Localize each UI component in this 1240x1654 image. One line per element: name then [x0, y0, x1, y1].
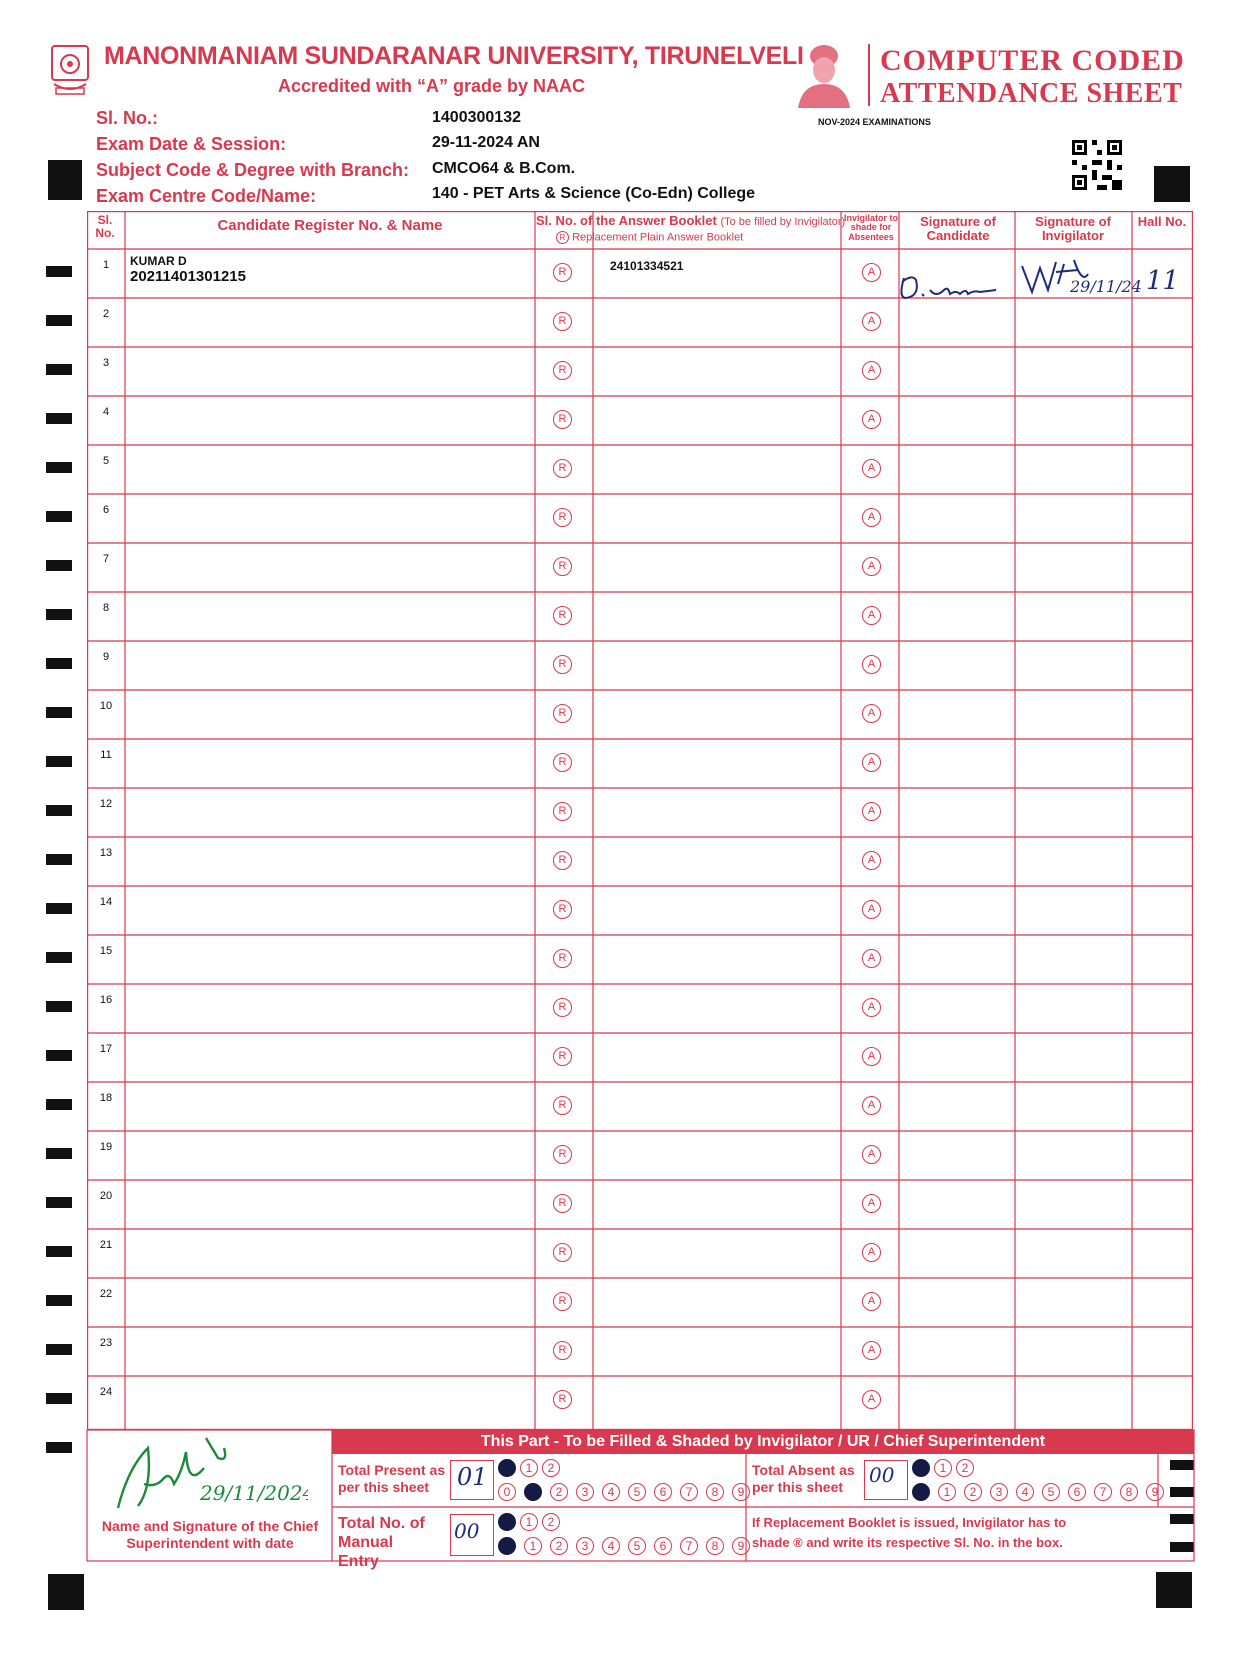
absent-bubble[interactable]: A: [862, 557, 881, 576]
absent-bubble[interactable]: A: [862, 1096, 881, 1115]
replacement-r-icon: R: [556, 231, 569, 244]
table-row-number: 11: [100, 749, 112, 761]
absent-bubble[interactable]: A: [862, 753, 881, 772]
exam-date-value: 29-11-2024 AN: [432, 134, 540, 151]
absent-bubble[interactable]: A: [862, 1145, 881, 1164]
table-row-number: 10: [99, 700, 113, 712]
col-candidate-header: Candidate Register No. & Name: [217, 217, 443, 234]
absent-bubble[interactable]: A: [862, 312, 881, 331]
digit-bubble[interactable]: 5: [1042, 1483, 1060, 1501]
absent-bubble[interactable]: A: [862, 802, 881, 821]
table-row-number: 23: [99, 1337, 113, 1349]
absent-bubble[interactable]: A: [862, 1047, 881, 1066]
table-row-number: 18: [99, 1092, 113, 1104]
digit-bubble[interactable]: 1: [934, 1459, 952, 1477]
replacement-bubble[interactable]: R: [553, 655, 572, 674]
replacement-bubble[interactable]: R: [553, 1047, 572, 1066]
replacement-bubble[interactable]: R: [553, 606, 572, 625]
table-row-number: 3: [102, 357, 110, 369]
replacement-bubble[interactable]: R: [553, 1243, 572, 1262]
invigilator-banner: This Part - To be Filled & Shaded by Invigilator / UR / Chief Superintendent: [332, 1430, 1194, 1454]
total-present-label: Total Present as per this sheet: [338, 1462, 446, 1495]
replacement-bubble[interactable]: R: [553, 753, 572, 772]
absent-bubble[interactable]: A: [862, 1194, 881, 1213]
replacement-bubble[interactable]: R: [553, 410, 572, 429]
digit-bubble[interactable]: 2: [542, 1513, 560, 1531]
digit-bubble[interactable]: 8: [706, 1483, 724, 1501]
absent-bubble[interactable]: A: [862, 410, 881, 429]
table-row-number: 6: [102, 504, 110, 516]
absent-bubble[interactable]: A: [862, 1292, 881, 1311]
sheet-title-line1: COMPUTER CODED: [880, 44, 1185, 77]
accreditation: Accredited with “A” grade by NAAC: [278, 76, 586, 96]
replacement-bubble[interactable]: R: [553, 949, 572, 968]
absent-bubble[interactable]: A: [862, 1390, 881, 1409]
subject-label: Subject Code & Degree with Branch:: [96, 160, 410, 180]
table-row-number: 8: [102, 602, 110, 614]
digit-bubble[interactable]: 1: [938, 1483, 956, 1501]
replacement-bubble[interactable]: R: [553, 1390, 572, 1409]
absent-bubble[interactable]: A: [862, 1341, 881, 1360]
table-row-number: 20: [99, 1190, 113, 1202]
digit-bubble[interactable]: 7: [680, 1537, 698, 1555]
booklet-header-note: (To be filled by Invigilator): [720, 216, 846, 228]
digit-bubble[interactable]: 1: [520, 1513, 538, 1531]
digit-bubble[interactable]: 3: [576, 1483, 594, 1501]
replacement-bubble[interactable]: R: [553, 851, 572, 870]
digit-bubble[interactable]: 0: [498, 1483, 516, 1501]
replacement-bubble[interactable]: R: [553, 557, 572, 576]
sheet-title-line2: ATTENDANCE SHEET: [880, 78, 1183, 109]
table-row-number: 4: [102, 406, 110, 418]
absent-bubble[interactable]: A: [862, 900, 881, 919]
exam-series: NOV-2024 EXAMINATIONS: [818, 117, 931, 127]
digit-bubble[interactable]: 5: [628, 1483, 646, 1501]
absent-bubble[interactable]: A: [862, 361, 881, 380]
absent-bubble[interactable]: A: [862, 655, 881, 674]
absent-bubble[interactable]: A: [862, 508, 881, 527]
table-row-number: 14: [99, 896, 113, 908]
booklet-subheader-text: Replacement Plain Answer Booklet: [572, 231, 744, 244]
col-sig-candidate-header: Signature of Candidate: [920, 214, 996, 243]
table-row-number: 5: [102, 455, 110, 467]
chief-superintendent-label: Name and Signature of the Chief Superintendent with date: [101, 1518, 319, 1551]
replacement-bubble[interactable]: R: [553, 459, 572, 478]
replacement-bubble[interactable]: R: [553, 1194, 572, 1213]
replacement-bubble[interactable]: R: [553, 1292, 572, 1311]
absent-bubble[interactable]: A: [862, 851, 881, 870]
digit-bubble[interactable]: 6: [654, 1537, 672, 1555]
total-absent-value: 00: [869, 1463, 895, 1487]
table-row-number: 9: [102, 651, 110, 663]
subject-value: CMCO64 & B.Com.: [432, 160, 576, 177]
absent-bubble[interactable]: A: [862, 704, 881, 723]
table-row-number: 12: [99, 798, 113, 810]
digit-bubble[interactable]: 2: [542, 1459, 560, 1477]
col-hall-header: Hall No.: [1137, 214, 1187, 229]
digit-bubble[interactable]: 6: [1068, 1483, 1086, 1501]
digit-bubble[interactable]: 9: [732, 1483, 750, 1501]
digit-bubble[interactable]: 7: [680, 1483, 698, 1501]
exam-date-label: Exam Date & Session:: [96, 134, 287, 154]
digit-bubble[interactable]: 8: [1120, 1483, 1138, 1501]
replacement-bubble[interactable]: R: [553, 361, 572, 380]
digit-bubble[interactable]: 1: [520, 1459, 538, 1477]
col-absent-header: Invigilator to shade for Absentees: [844, 213, 898, 242]
table-row-number: 13: [99, 847, 113, 859]
table-row-number: 16: [99, 994, 113, 1006]
answer-booklet-no: 24101334521: [610, 259, 684, 273]
university-name: MANONMANIAM SUNDARANAR UNIVERSITY, TIRUNELVELI: [104, 42, 804, 70]
sl-no-label: Sl. No.:: [96, 108, 158, 128]
digit-bubble[interactable]: 2: [956, 1459, 974, 1477]
replacement-bubble[interactable]: R: [553, 508, 572, 527]
total-present-value: 01: [457, 1463, 488, 1491]
replacement-note-line2: shade ® and write its respective Sl. No. in the box.: [752, 1535, 1063, 1550]
replacement-bubble[interactable]: R: [553, 1145, 572, 1164]
svg-text:29/11/2024: 29/11/2024: [200, 1481, 308, 1505]
table-row-number: 24: [99, 1386, 113, 1398]
digit-bubble[interactable]: 4: [1016, 1483, 1034, 1501]
total-absent-label: Total Absent as per this sheet: [752, 1462, 855, 1495]
absent-bubble[interactable]: A: [862, 1243, 881, 1262]
digit-bubble[interactable]: 1: [524, 1537, 542, 1555]
digit-bubble[interactable]: 2: [964, 1483, 982, 1501]
hall-no: 11: [1146, 266, 1180, 296]
replacement-bubble[interactable]: R: [553, 263, 572, 282]
centre-label: Exam Centre Code/Name:: [96, 186, 317, 206]
table-row-number: 17: [99, 1043, 113, 1055]
table-row-number: 21: [99, 1239, 113, 1251]
digit-bubble[interactable]: 8: [706, 1537, 724, 1555]
digit-bubble[interactable]: 3: [576, 1537, 594, 1555]
digit-bubble[interactable]: 3: [990, 1483, 1008, 1501]
digit-bubble[interactable]: 2: [550, 1483, 568, 1501]
digit-bubble[interactable]: 9: [732, 1537, 750, 1555]
absent-bubble[interactable]: A: [862, 606, 881, 625]
absent-bubble[interactable]: A: [862, 459, 881, 478]
replacement-bubble[interactable]: R: [553, 704, 572, 723]
replacement-bubble[interactable]: R: [553, 802, 572, 821]
digit-bubble[interactable]: 7: [1094, 1483, 1112, 1501]
sl-no-value: 1400300132: [432, 109, 521, 126]
centre-value: 140 - PET Arts & Science (Co-Edn) College: [432, 185, 756, 202]
table-row-number: 19: [99, 1141, 113, 1153]
booklet-header-main: Sl. No. of the Answer Booklet: [536, 213, 717, 228]
absent-bubble[interactable]: A: [862, 263, 881, 282]
col-sig-invigilator-header: Signature of Invigilator: [1035, 214, 1111, 243]
svg-text:29/11/24: 29/11/24: [1070, 277, 1142, 296]
replacement-bubble[interactable]: R: [553, 1341, 572, 1360]
col-sl-header: Sl. No.: [95, 213, 115, 240]
table-row-number: 7: [102, 553, 110, 565]
replacement-bubble[interactable]: R: [553, 900, 572, 919]
replacement-bubble[interactable]: R: [553, 998, 572, 1017]
absent-bubble[interactable]: A: [862, 998, 881, 1017]
table-row-number: 2: [102, 308, 110, 320]
candidate-name: KUMAR D: [130, 254, 187, 268]
digit-bubble[interactable]: 9: [1146, 1483, 1164, 1501]
digit-bubble[interactable]: 6: [654, 1483, 672, 1501]
absent-bubble[interactable]: A: [862, 949, 881, 968]
replacement-note-line1: If Replacement Booklet is issued, Invigilator has to: [752, 1515, 1067, 1530]
replacement-bubble[interactable]: R: [553, 312, 572, 331]
manual-entry-label: Total No. of Manual Entry: [338, 1515, 425, 1571]
digit-bubble[interactable]: 4: [602, 1537, 620, 1555]
table-row-number: 22: [99, 1288, 113, 1300]
replacement-bubble[interactable]: R: [553, 1096, 572, 1115]
table-row-number: 1: [102, 259, 110, 271]
manual-entry-value: 00: [454, 1519, 480, 1543]
digit-bubble[interactable]: 5: [628, 1537, 646, 1555]
digit-bubble[interactable]: 2: [550, 1537, 568, 1555]
table-row-number: 15: [99, 945, 113, 957]
digit-bubble[interactable]: 4: [602, 1483, 620, 1501]
candidate-register-no: 20211401301215: [130, 268, 246, 285]
